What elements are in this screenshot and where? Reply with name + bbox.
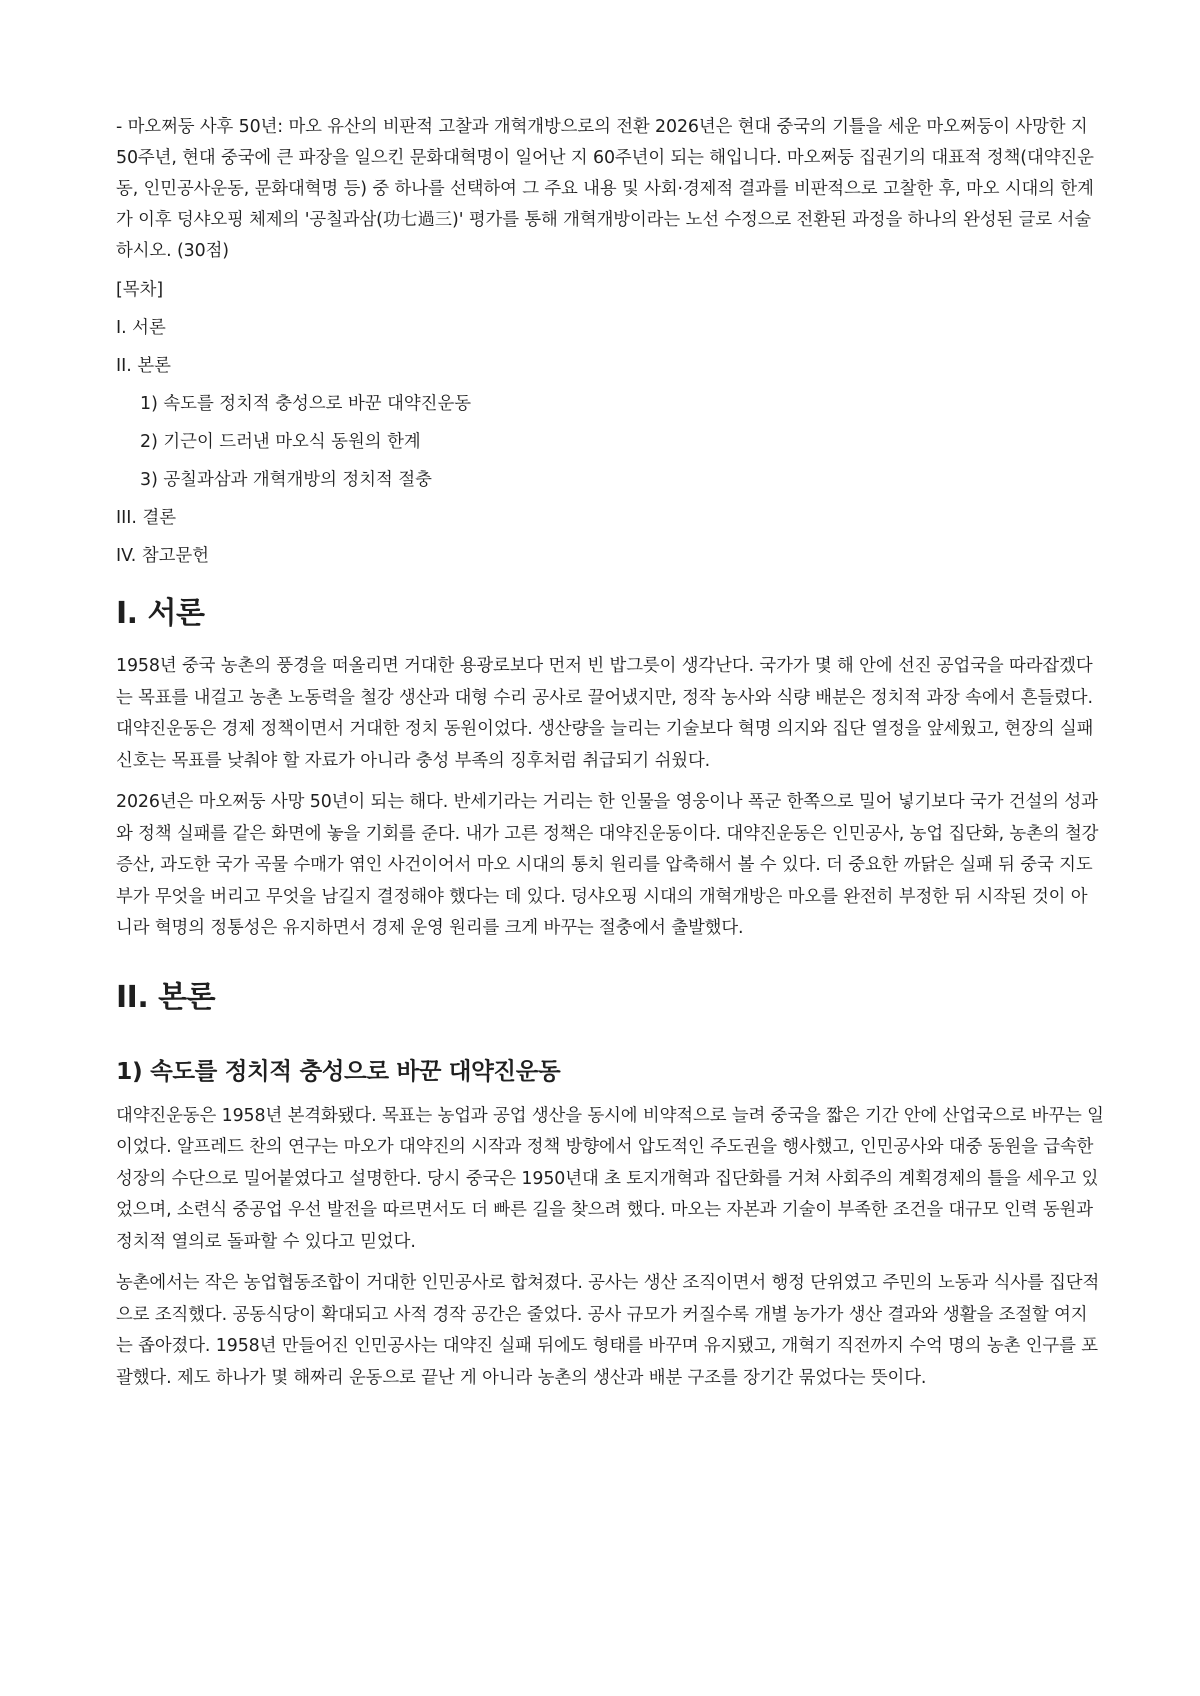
body-paragraph: 대약진운동은 1958년 본격화됐다. 목표는 농업과 공업 생산을 동시에 비약적으로 늘려 중국을 짧은 기간 안에 산업국으로 바꾸는 일이었다. 알프레드 찬의 연구는 마오가 대약진의 시작과 정책 방향에서 압도적인 주도권을 행사했고, 인민공사와 대중 동원을 급속한 성장의 수단으로 밀어붙였다고 설명한다. 당시 중국은 1950년대 초 토지개혁과 집단화를 거쳐 사회주의 계획경제의 틀을 세우고 있었으며, 소련식 중공업 우선 발전을 따르면서도 더 빠른 길을 찾으려 했다. 마오는 자본과 기술이 부족한 조건을 대규모 인력 동원과 정치적 열의로 돌파할 수 있다고 믿었다.: [116, 1105, 1104, 1252]
subsection-heading: 1) 속도를 정치적 충성으로 바꾼 대약진운동: [116, 1056, 561, 1085]
toc-item: II. 본론: [116, 356, 171, 376]
body-paragraph: 농촌에서는 작은 농업협동조합이 거대한 인민공사로 합쳐졌다. 공사는 생산 조직이면서 행정 단위였고 주민의 노동과 식사를 집단적으로 조직했다. 공동식당이 확대되고 사적 경작 공간은 줄었다. 공사 규모가 커질수록 개별 농가가 생산 결과와 생활을 조절할 여지는 좁아졌다. 1958년 만들어진 인민공사는 대약진 실패 뒤에도 형태를 바꾸며 유지됐고, 개혁기 직전까지 수억 명의 농촌 인구를 포괄했다. 제도 하나가 몇 해짜리 운동으로 끝난 게 아니라 농촌의 생산과 배분 구조를 장기간 묶었다는 뜻이다.: [116, 1273, 1100, 1388]
intro-paragraph: 1958년 중국 농촌의 풍경을 떠올리면 거대한 용광로보다 먼저 빈 밥그릇이 생각난다. 국가가 몇 해 안에 선진 공업국을 따라잡겠다는 목표를 내걸고 농촌 노동력을 철강 생산과 대형 수리 공사로 끌어냈지만, 정작 농사와 식량 배분은 정치적 과장 속에서 흔들렸다. 대약진운동은 경제 정책이면서 거대한 정치 동원이었다. 생산량을 늘리는 기술보다 혁명 의지와 집단 열정을 앞세웠고, 현장의 실패 신호는 목표를 낮춰야 할 자료가 아니라 충성 부족의 징후처럼 취급되기 쉬웠다.: [116, 656, 1094, 771]
essay-prompt: - 마오쩌둥 사후 50년: 마오 유산의 비판적 고찰과 개혁개방으로의 전환 2026년은 현대 중국의 기틀을 세운 마오쩌둥이 사망한 지 50주년, 현대 중국에 큰 파장을 일으킨 문화대혁명이 일어난 지 60주년이 되는 해입니다. 마오쩌둥 집권기의 대표적 정책(대약진운동, 인민공사운동, 문화대혁명 등) 중 하나를 선택하여 그 주요 내용 및 사회·경제적 결과를 비판적으로 고찰한 후, 마오 시대의 한계가 이후 덩샤오핑 체제의 '공칠과삼(功七過三)' 평가를 통해 개혁개방이라는 노선 수정으로 전환된 과정을 하나의 완성된 글로 서술하시오. (30점): [116, 117, 1094, 261]
toc-item: III. 결론: [116, 508, 177, 528]
toc-item: IV. 참고문헌: [116, 546, 210, 566]
intro-paragraph: 2026년은 마오쩌둥 사망 50년이 되는 해다. 반세기라는 거리는 한 인물을 영웅이나 폭군 한쪽으로 밀어 넣기보다 국가 건설의 성과와 정책 실패를 같은 화면에 놓을 기회를 준다. 내가 고른 정책은 대약진운동이다. 대약진운동은 인민공사, 농업 집단화, 농촌의 철강 증산, 과도한 국가 곡물 수매가 엮인 사건이어서 마오 시대의 통치 원리를 압축해서 볼 수 있다. 더 중요한 까닭은 실패 뒤 중국 지도부가 무엇을 버리고 무엇을 남길지 결정해야 했다는 데 있다. 덩샤오핑 시대의 개혁개방은 마오를 완전히 부정한 뒤 시작된 것이 아니라 혁명의 정통성은 유지하면서 경제 운영 원리를 크게 바꾸는 절충에서 출발했다.: [116, 792, 1099, 938]
section-heading-body: II. 본론: [116, 979, 216, 1015]
section-heading-intro: I. 서론: [116, 596, 205, 631]
toc-item: I. 서론: [116, 318, 166, 338]
toc-subitem: 1) 속도를 정치적 충성으로 바꾼 대약진운동: [140, 394, 472, 414]
toc-subitem: 3) 공칠과삼과 개혁개방의 정치적 절충: [140, 470, 432, 490]
toc-subitem: 2) 기근이 드러낸 마오식 동원의 한계: [140, 432, 421, 452]
table-of-contents: [116, 277, 1104, 569]
toc-heading: [목차]: [116, 280, 164, 300]
